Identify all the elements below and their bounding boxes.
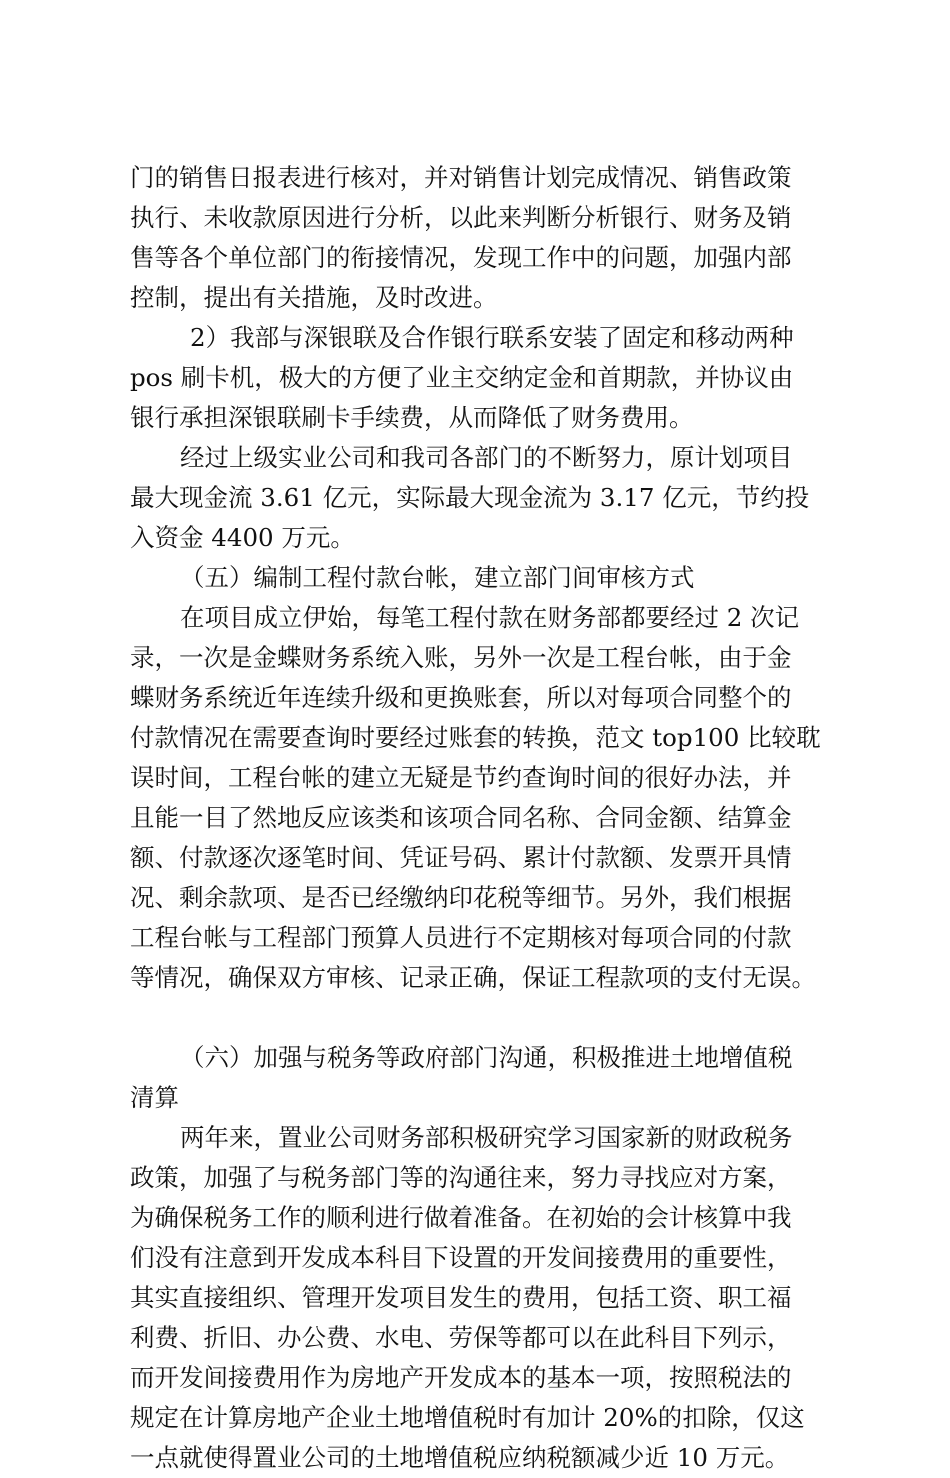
text-line: 银行承担深银联刷卡手续费，从而降低了财务费用。 xyxy=(130,403,694,432)
text-line: 且能一目了然地反应该类和该项合同名称、合同金额、结算金 xyxy=(130,803,792,832)
text-line: 2）我部与深银联及合作银行联系安装了固定和移动两种 xyxy=(190,323,794,352)
text-line: 入资金 4400 万元。 xyxy=(130,523,355,552)
text-line: 们没有注意到开发成本科目下设置的开发间接费用的重要性， xyxy=(130,1243,792,1272)
text-line: 况、剩余款项、是否已经缴纳印花税等细节。另外，我们根据 xyxy=(130,883,792,912)
text-line: 而开发间接费用作为房地产开发成本的基本一项，按照税法的 xyxy=(130,1363,792,1392)
text-line: 政策，加强了与税务部门等的沟通往来，努力寻找应对方案， xyxy=(130,1163,792,1192)
text-line: 规定在计算房地产企业土地增值税时有加计 20%的扣除，仅这 xyxy=(130,1403,805,1432)
text-line: 一点就使得置业公司的土地增值税应纳税额减少近 10 万元。 xyxy=(130,1443,790,1472)
text-line: 售等各个单位部门的衔接情况，发现工作中的问题，加强内部 xyxy=(130,243,792,272)
text-line: 付款情况在需要查询时要经过账套的转换，范文 top100 比较耽 xyxy=(130,723,821,752)
text-line: 最大现金流 3.61 亿元，实际最大现金流为 3.17 亿元，节约投 xyxy=(130,483,810,512)
text-line: 执行、未收款原因进行分析，以此来判断分析银行、财务及销 xyxy=(130,203,792,232)
text-line: 其实直接组织、管理开发项目发生的费用，包括工资、职工福 xyxy=(130,1283,792,1312)
section-heading: （六）加强与税务等政府部门沟通，积极推进土地增值税 xyxy=(180,1043,793,1072)
text-line: pos 刷卡机，极大的方便了业主交纳定金和首期款，并协议由 xyxy=(130,363,794,392)
text-line: 利费、折旧、办公费、水电、劳保等都可以在此科目下列示， xyxy=(130,1323,792,1352)
text-line: 蝶财务系统近年连续升级和更换账套，所以对每项合同整个的 xyxy=(130,683,792,712)
text-line: 误时间，工程台帐的建立无疑是节约查询时间的很好办法，并 xyxy=(130,763,792,792)
text-line: 录，一次是金蝶财务系统入账，另外一次是工程台帐，由于金 xyxy=(130,643,792,672)
section-heading: 清算 xyxy=(130,1083,179,1112)
text-line: 工程台帐与工程部门预算人员进行不定期核对每项合同的付款 xyxy=(130,923,792,952)
text-line: 为确保税务工作的顺利进行做着准备。在初始的会计核算中我 xyxy=(130,1203,792,1232)
section-heading: （五）编制工程付款台帐，建立部门间审核方式 xyxy=(180,563,695,592)
text-line: 经过上级实业公司和我司各部门的不断努力，原计划项目 xyxy=(180,443,793,472)
text-line: 门的销售日报表进行核对，并对销售计划完成情况、销售政策 xyxy=(130,163,792,192)
text-line: 额、付款逐次逐笔时间、凭证号码、累计付款额、发票开具情 xyxy=(130,843,792,872)
text-line: 控制，提出有关措施，及时改进。 xyxy=(130,283,498,312)
text-line: 两年来，置业公司财务部积极研究学习国家新的财政税务 xyxy=(180,1123,793,1152)
text-line: 在项目成立伊始，每笔工程付款在财务部都要经过 2 次记 xyxy=(180,603,800,632)
text-line: 等情况，确保双方审核、记录正确，保证工程款项的支付无误。 xyxy=(130,963,816,992)
